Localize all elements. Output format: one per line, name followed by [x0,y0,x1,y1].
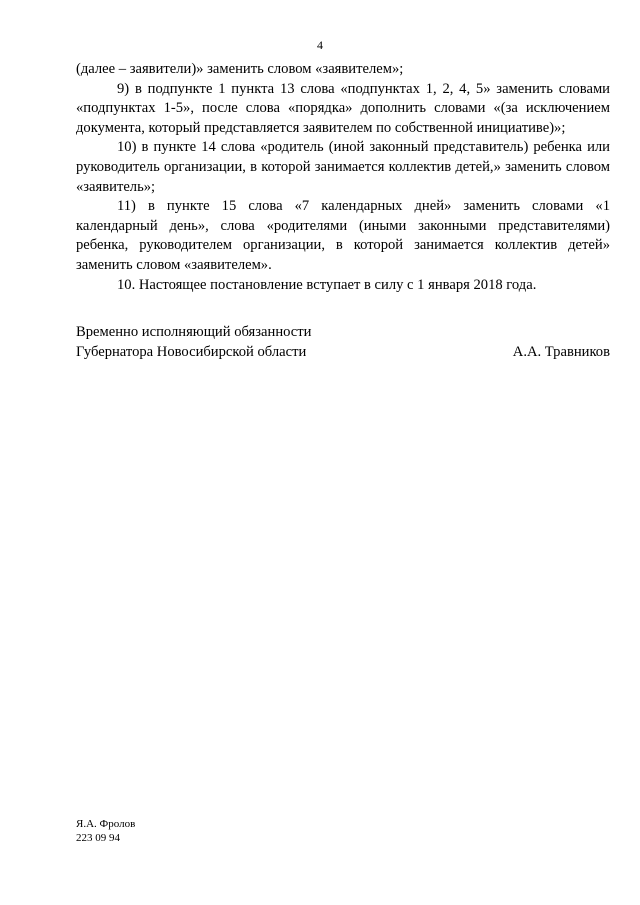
paragraph-item-10: 10) в пункте 14 слова «родитель (иной законный представитель) ребенка или руководитель организации, в которой занимается коллектив детей,» заменить словом «заявитель»; [76,139,610,195]
signatory-position-line1: Временно исполняющий обязанности [76,324,312,340]
signatory-line [76,343,610,363]
author-name: Я.А. Фролов [76,818,136,830]
paragraph-item-11: 11) в пункте 15 слова «7 календарных дней» заменить словами «1 календарный день», слова «родителями (иными законными представителями) ребенка, руководителем организации, в которой занимается коллектив детей» заменить словом «заявителем». [76,198,610,273]
signatory-name: А.А. Травников [512,343,610,360]
document-body [76,60,610,295]
paragraph-effective-date: 10. Настоящее постановление вступает в силу с 1 января 2018 года. [117,276,537,293]
author-phone: 223 09 94 [76,831,120,844]
signature-block [76,323,610,362]
signatory-position-line2: Губернатора Новосибирской области [76,343,307,360]
page-number: 4 [317,38,323,52]
footer-contact [76,818,135,845]
paragraph-continuation: (далее – заявители)» заменить словом «заявителем»; [76,61,404,77]
paragraph-item-9: 9) в подпункте 1 пункта 13 слова «подпунктах 1, 2, 4, 5» заменить словами «подпунктах 1-5», после слова «порядка» дополнить словами «(за исключением документа, который представляется заявителем по собственной инициативе)»; [76,80,610,136]
